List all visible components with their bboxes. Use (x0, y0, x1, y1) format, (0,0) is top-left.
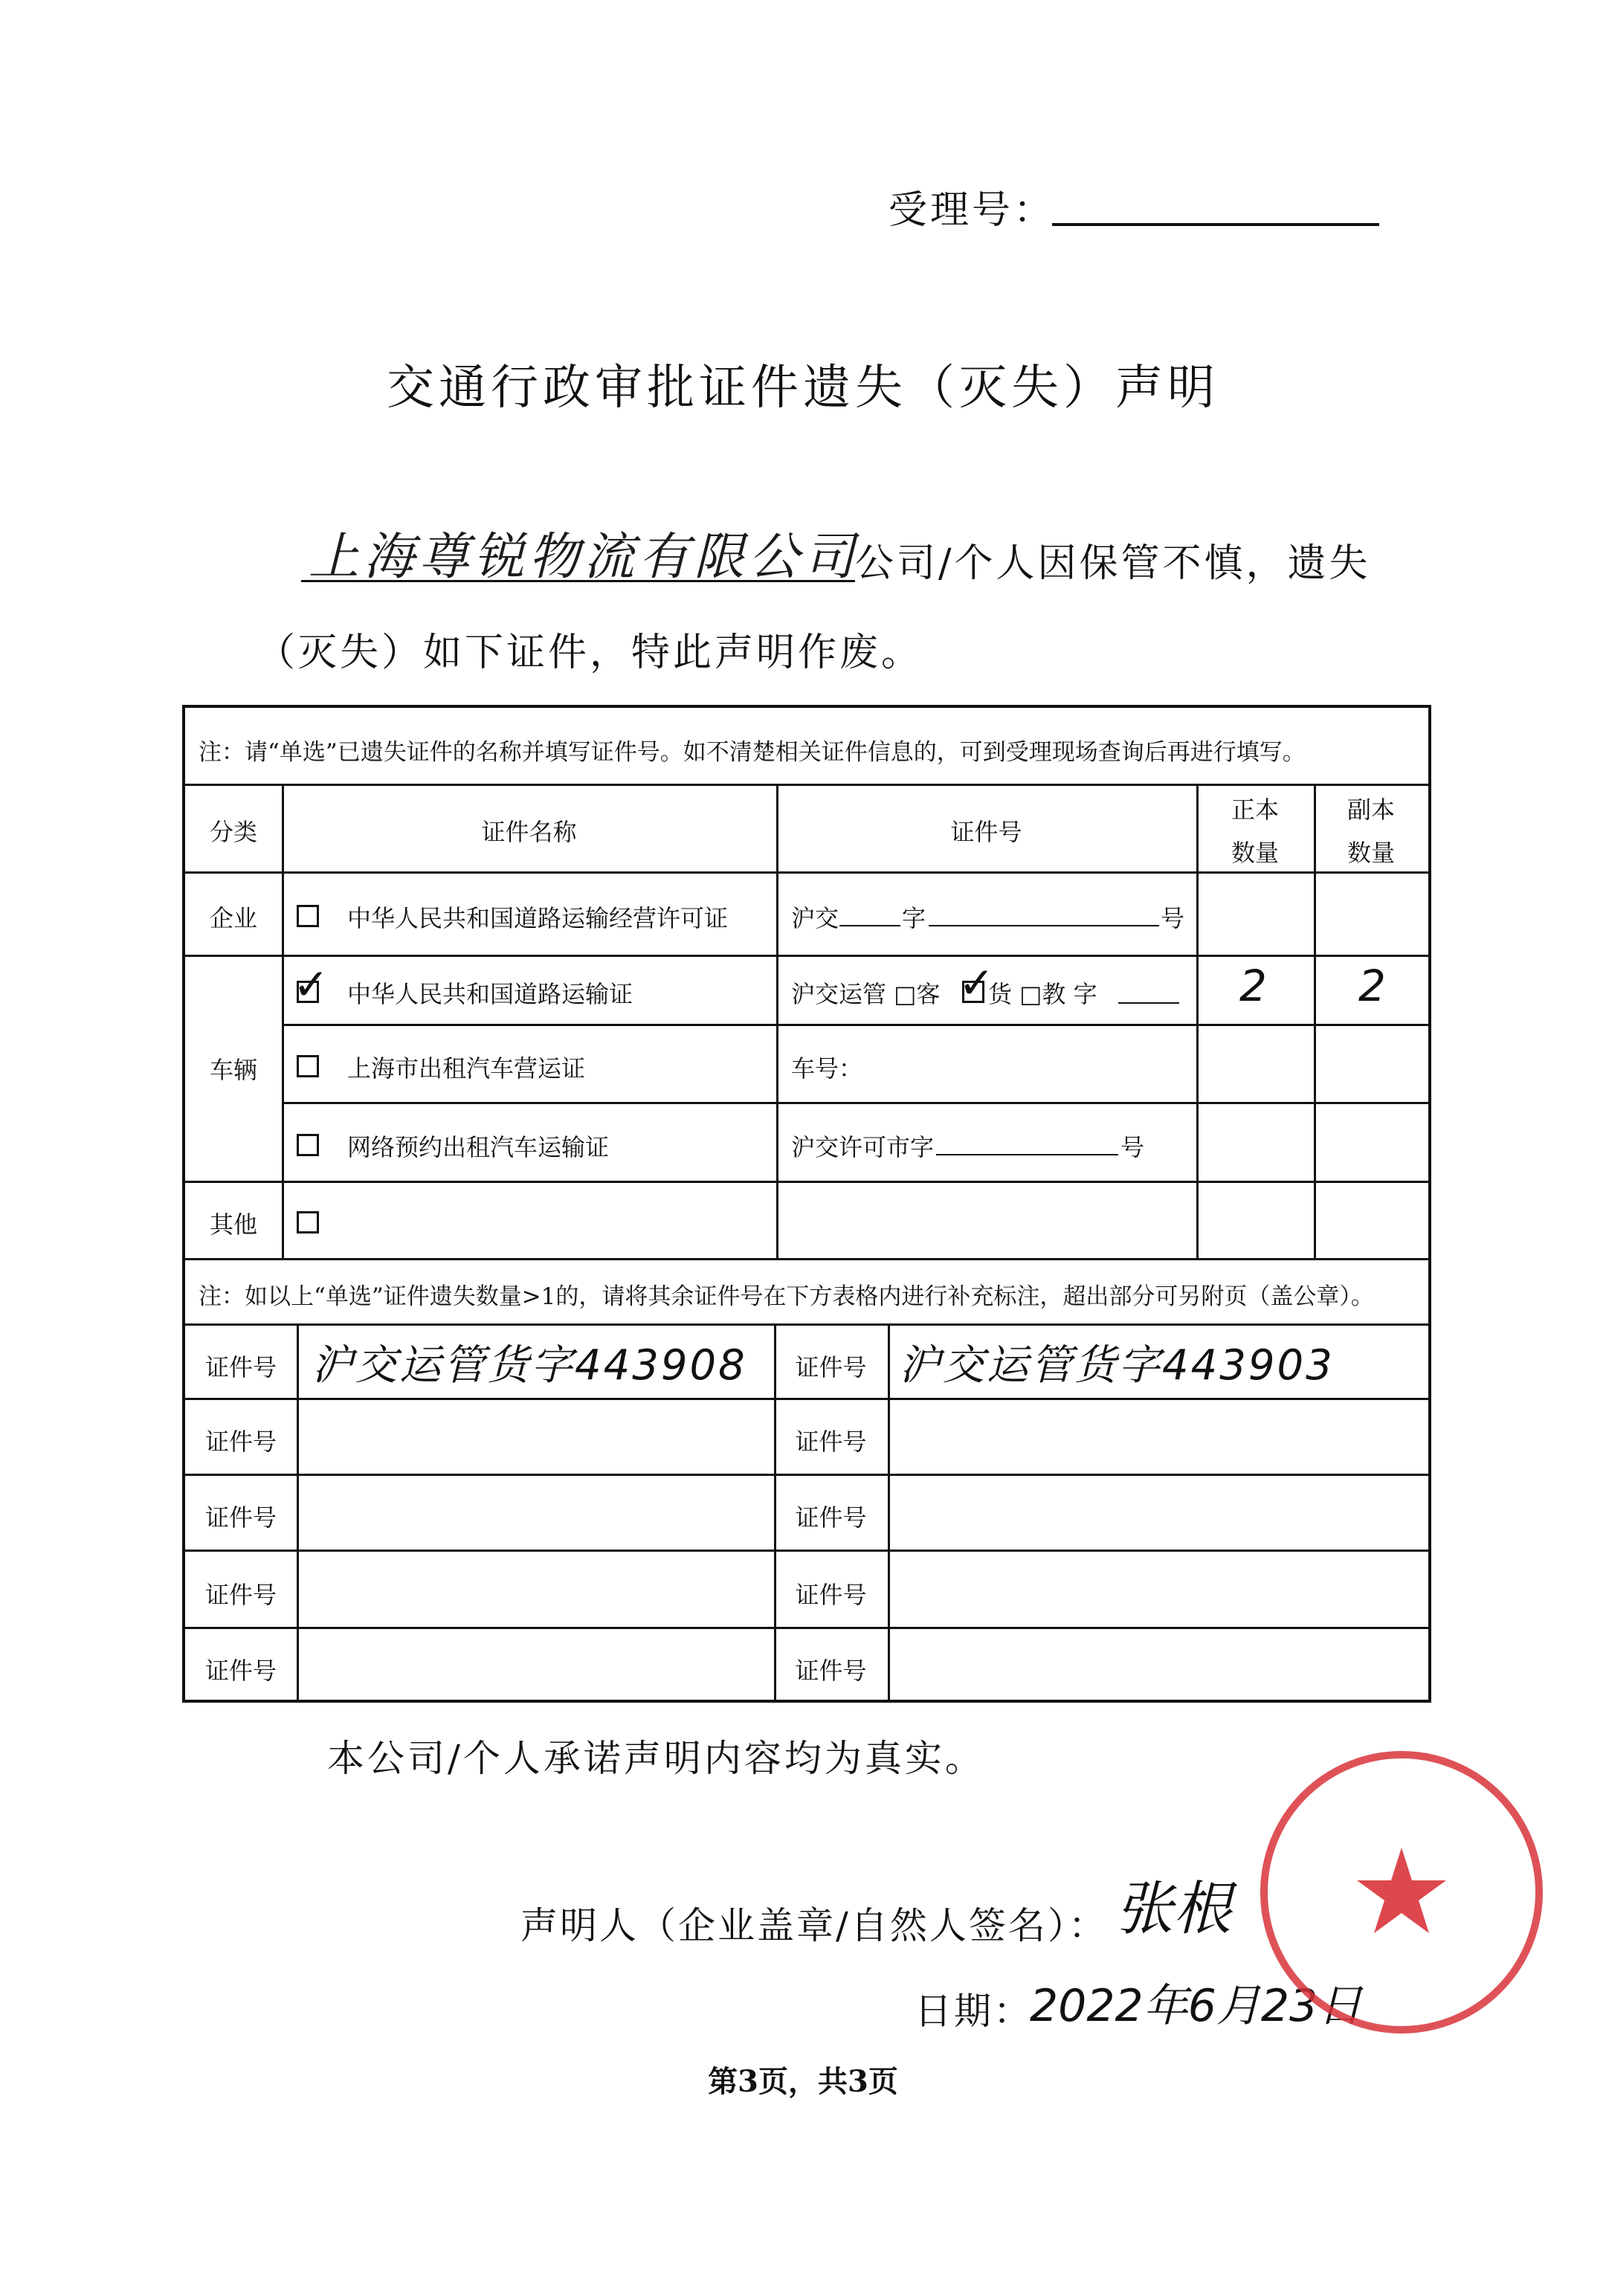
fill-blank (839, 925, 900, 926)
lost-certificate-table (182, 705, 1431, 1703)
truthfulness-promise: 本公司/个人承诺声明内容均为真实。 (327, 1737, 985, 1780)
extra-cert-label: 证件号 (204, 1353, 277, 1381)
fill-blank (936, 1154, 1118, 1155)
declarant-label: 声明人（企业盖章/自然人签名）： (520, 1904, 1108, 1947)
star-icon (1357, 1848, 1446, 1933)
cert-option-other[interactable] (297, 1206, 319, 1234)
table-rule (185, 1398, 1428, 1400)
table-rule (185, 1627, 1428, 1629)
cert-no-mid: 字 (902, 904, 926, 932)
table-rule (297, 1323, 299, 1703)
cert-no-transport-goods: 货 □教 字 (988, 980, 1097, 1008)
header-cert-no: 证件号 (950, 818, 1022, 846)
copy-qty-value: 2 (1358, 961, 1386, 1011)
cert-no-prefix: 沪交 (791, 904, 839, 932)
acceptance-number-blank (1052, 223, 1379, 226)
header-category: 分类 (209, 818, 257, 846)
cert-option-business-license[interactable] (297, 900, 319, 928)
table-rule (185, 784, 1428, 786)
extra-cert-label: 证件号 (204, 1581, 277, 1609)
table-rule (888, 1323, 890, 1703)
extra-cert-value: 沪交运管货字443908 (312, 1341, 747, 1390)
cert-name-transport-cert: 中华人民共和国道路运输证 (347, 980, 633, 1008)
table-rule (185, 1323, 1428, 1326)
table-note-top: 注：请“单选”已遗失证件的名称并填写证件号。如不清楚相关证件信息的，可到受理现场查询后再进行填写。 (199, 739, 1306, 766)
acceptance-number-label: 受理号： (889, 188, 1056, 233)
table-rule (185, 1550, 1428, 1552)
statement-line-2: （灭失）如下证件，特此声明作废。 (257, 631, 923, 675)
table-rule (185, 1258, 1428, 1260)
statement-line-1: 公司/个人因保管不慎，遗失 (855, 541, 1371, 586)
cert-no-suffix: 号 (1161, 904, 1185, 932)
extra-cert-label: 证件号 (795, 1503, 867, 1532)
cert-name-business-license: 中华人民共和国道路运输经营许可证 (347, 904, 729, 932)
company-name-handwritten: 上海尊锐物流有限公司 (309, 528, 860, 587)
page-footer: 第3页，共3页 (708, 2064, 898, 2099)
category-vehicle: 车辆 (209, 1056, 257, 1084)
checkbox[interactable] (297, 1134, 319, 1156)
fill-blank (1118, 1002, 1179, 1004)
extra-cert-label: 证件号 (795, 1581, 867, 1609)
company-name-underline (301, 580, 855, 582)
category-enterprise: 企业 (209, 904, 257, 932)
cert-no-transport: 沪交运管 □客 (791, 980, 941, 1008)
table-rule (282, 1102, 1428, 1104)
table-rule (282, 1024, 1428, 1026)
extra-cert-label: 证件号 (204, 1503, 277, 1532)
header-original-qty: 正本 (1231, 796, 1279, 824)
header-original-qty: 数量 (1231, 839, 1279, 867)
extra-cert-value: 沪交运管货字443903 (899, 1341, 1335, 1390)
signature: 张根 (1115, 1876, 1232, 1943)
table-rule (282, 784, 284, 1258)
table-rule (776, 784, 778, 1258)
table-rule (185, 1474, 1428, 1476)
category-other: 其他 (209, 1210, 257, 1239)
table-rule (185, 871, 1428, 874)
extra-cert-label: 证件号 (795, 1353, 867, 1381)
extra-cert-label: 证件号 (204, 1428, 277, 1456)
cert-name-online-taxi-cert: 网络预约出租汽车运输证 (347, 1133, 610, 1161)
checkbox[interactable] (297, 905, 319, 927)
extra-cert-label: 证件号 (795, 1657, 867, 1685)
cert-no-online-taxi-prefix: 沪交许可市字 (791, 1133, 935, 1161)
document-title: 交通行政审批证件遗失（灭失）声明 (387, 361, 1219, 416)
original-qty-value: 2 (1239, 961, 1267, 1011)
header-cert-name: 证件名称 (481, 818, 577, 846)
extra-cert-label: 证件号 (204, 1657, 277, 1685)
header-copy-qty: 副本 (1347, 796, 1395, 824)
extra-cert-label: 证件号 (795, 1428, 867, 1456)
header-copy-qty: 数量 (1347, 839, 1395, 867)
checkbox[interactable] (297, 1055, 319, 1077)
check-mark-icon: ✓ (293, 959, 329, 1010)
cert-option-taxi-cert[interactable] (297, 1050, 319, 1078)
table-note-bottom: 注：如以上“单选”证件遗失数量>1的，请将其余证件号在下方表格内进行补充标注，超出部分可另附页（盖公章）。 (199, 1283, 1374, 1310)
cert-no-online-taxi-suffix: 号 (1120, 1133, 1145, 1161)
date-handwritten: 2022年6月23日 (1030, 1980, 1363, 2032)
cert-name-taxi-cert: 上海市出租汽车营运证 (347, 1054, 586, 1083)
fill-blank (929, 925, 1159, 926)
cert-option-online-taxi-cert[interactable] (297, 1129, 319, 1157)
company-seal (1253, 1744, 1550, 2041)
table-rule (185, 1181, 1428, 1183)
table-rule (185, 955, 1428, 957)
date-label: 日期： (915, 1990, 1033, 2033)
cert-no-taxi: 车号： (791, 1054, 863, 1083)
check-mark-icon: ✓ (958, 958, 995, 1008)
checkbox[interactable] (297, 1211, 319, 1234)
